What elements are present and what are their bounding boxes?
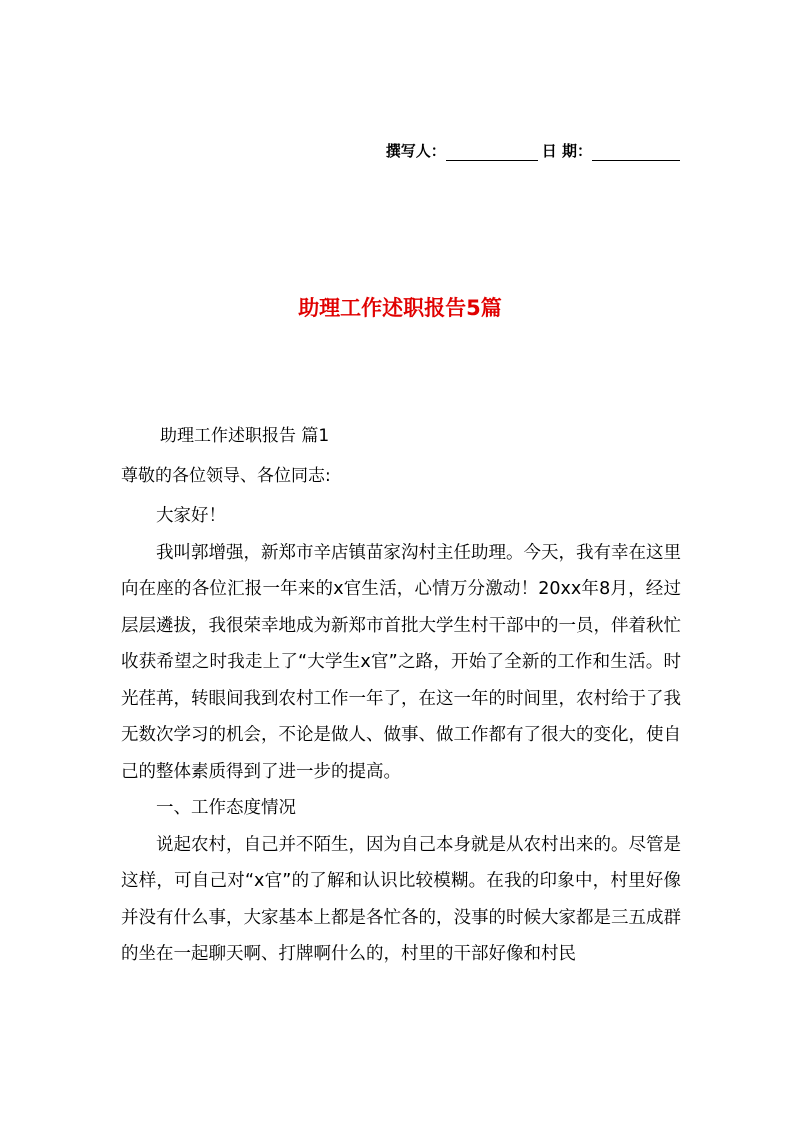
paragraph-greeting: 大家好！ xyxy=(156,506,226,526)
paragraph-introduction: 我叫郭增强，新郑市辛店镇苗家沟村主任助理。今天，我有幸在这里向在座的各位汇报一年来的x官生活，心情万分激动！20xx年8月，经过层层遴拔，我很荣幸地成为新郑市首批大学生村干部中的一员，伴着秋忙收获希望之时我走上了“大学生x官”之路，开始了全新的工作和生活。时光荏苒，转眼间我到农村工作一年了，在这一年的时间里，农村给于了我无数次学习的机会，不论是做人、做事、做工作都有了很大的变化，使自己的整体素质得到了进一步的提高。 xyxy=(121,542,681,782)
author-label: 撰写人： xyxy=(385,142,446,160)
section-heading: 助理工作述职报告 篇1 xyxy=(160,426,330,446)
document-title: 助理工作述职报告5篇 xyxy=(298,296,502,320)
author-date-line xyxy=(386,140,680,161)
author-blank xyxy=(446,146,538,161)
date-blank xyxy=(592,146,680,161)
subheading-work-attitude: 一、工作态度情况 xyxy=(156,798,296,818)
date-label: 日 期： xyxy=(541,142,592,160)
paragraph-work-attitude: 说起农村，自己并不陌生，因为自己本身就是从农村出来的。尽管是这样，可自己对“x官”的了解和认识比较模糊。在我的印象中，村里好像并没有什么事，大家基本上都是各忙各的，没事的时候大家都是三五成群的坐在一起聊天啊、打牌啊什么的，村里的干部好像和村民 xyxy=(121,834,681,964)
salutation: 尊敬的各位领导、各位同志: xyxy=(121,466,331,486)
document-body xyxy=(121,498,681,973)
